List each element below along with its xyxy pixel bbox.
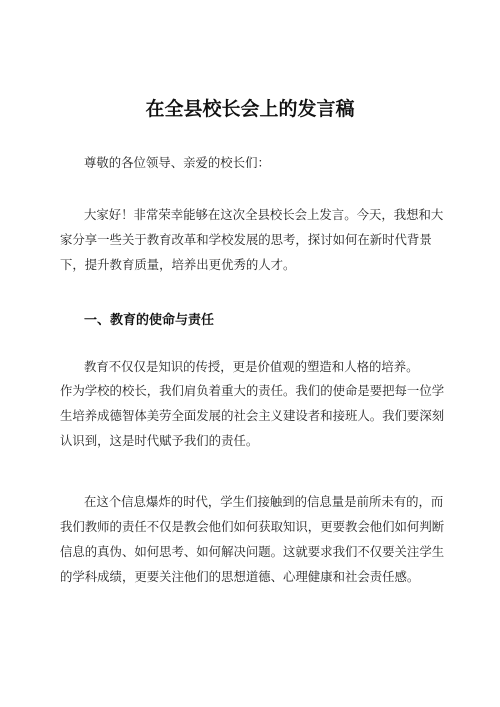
section1-paragraph-2: 在这个信息爆炸的时代，学生们接触到的信息量是前所未有的，而我们教师的责任不仅是教会他们如何获取知识，更要教会他们如何判断信息的真伪、如何思考、如何解决问题。这就要求我们不仅要关注学生的学科成绩，更要关注他们的思想道德、心理健康和社会责任感。	[60, 494, 445, 584]
page-title: 在全县校长会上的发言稿	[145, 98, 355, 120]
section1-line1: 教育不仅仅是知识的传授，更是价值观的塑造和人格的培养。	[84, 359, 419, 374]
greeting: 尊敬的各位领导、亲爱的校长们：	[84, 155, 270, 170]
section1-paragraph-1: 作为学校的校长，我们肩负着重大的责任。我们的使命是要把每一位学生培养成德智体美劳全面发展的社会主义建设者和接班人。我们要深刻认识到，这是时代赋予我们的责任。	[60, 383, 445, 448]
intro-paragraph: 大家好！非常荣幸能够在这次全县校长会上发言。今天，我想和大家分享一些关于教育改革和学校发展的思考，探讨如何在新时代背景下，提升教育质量，培养出更优秀的人才。	[60, 207, 444, 272]
section-heading-1: 一、教育的使命与责任	[84, 313, 215, 328]
